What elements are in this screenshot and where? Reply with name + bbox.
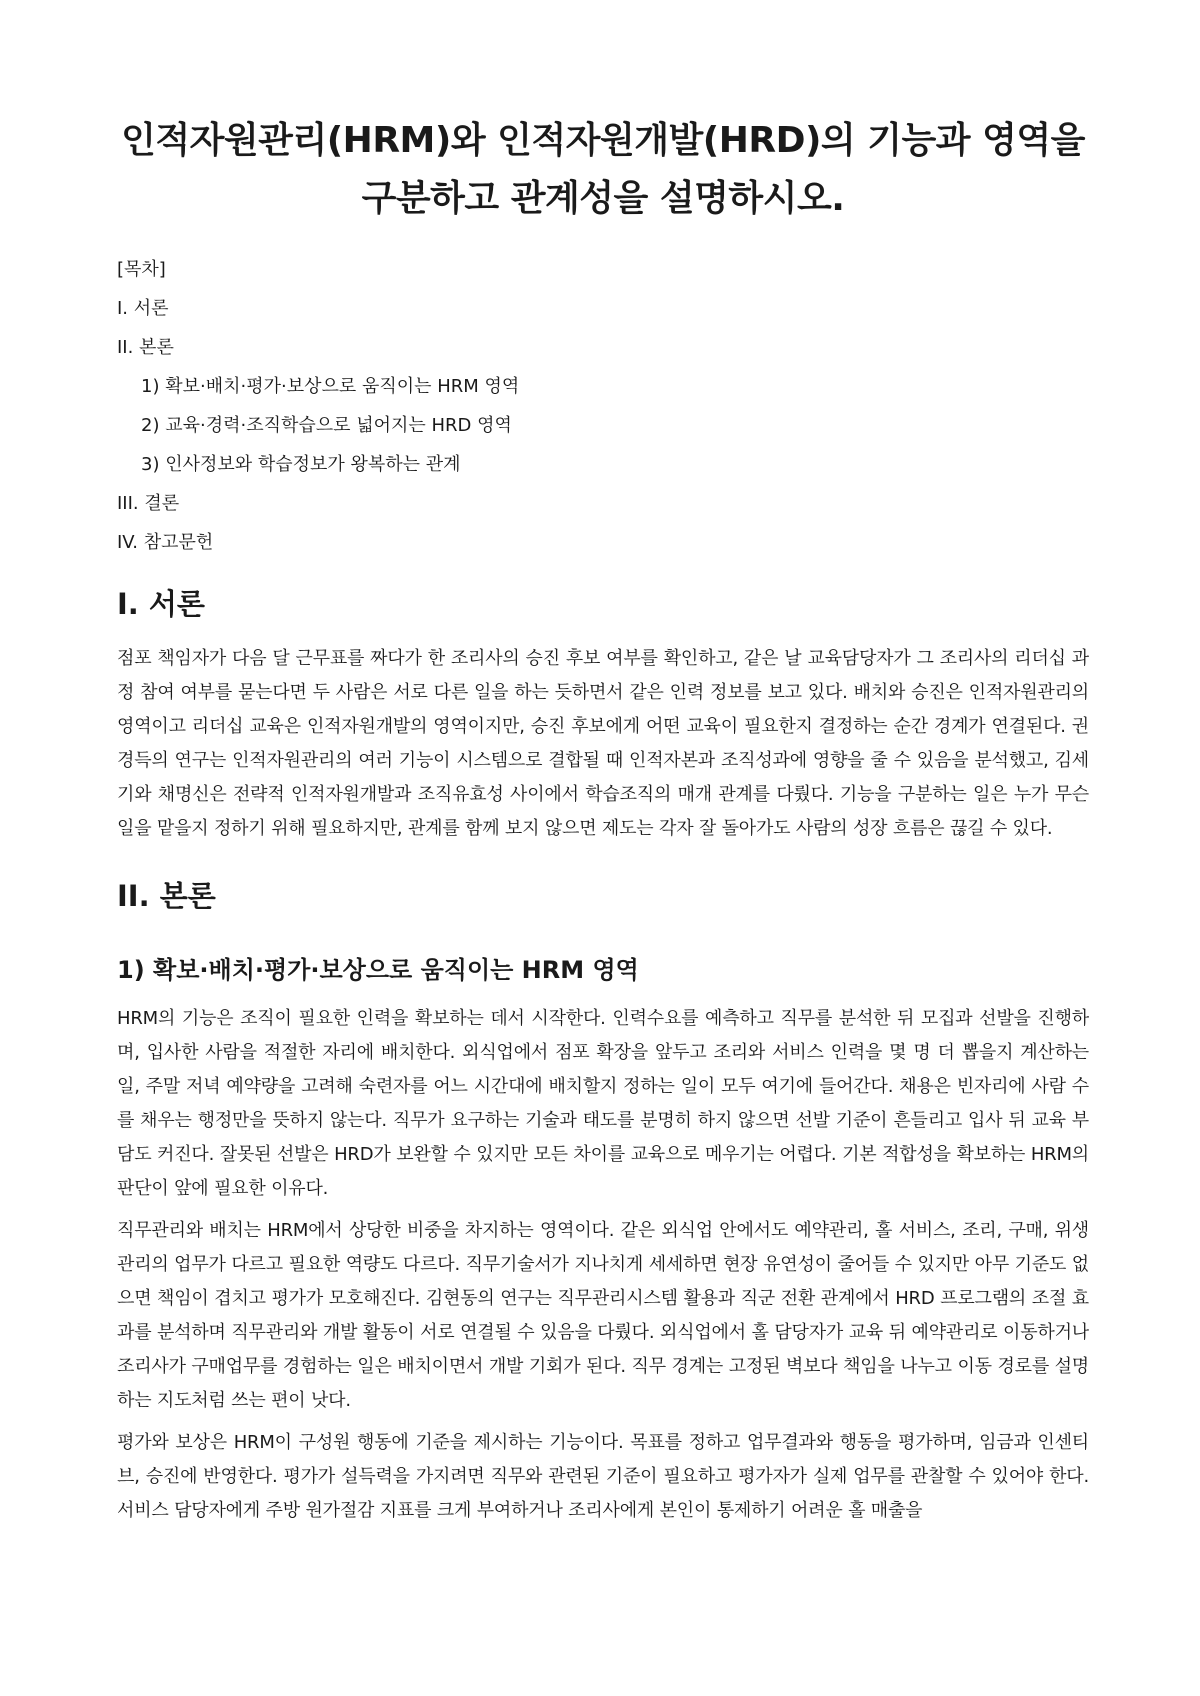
- toc-item: IV. 참고문헌: [117, 532, 214, 553]
- body-paragraph: HRM의 기능은 조직이 필요한 인력을 확보하는 데서 시작한다. 인력수요를 예측하고 직무를 분석한 뒤 모집과 선발을 진행하며, 입사한 사람을 적절한 자리에 배치한다. 외식업에서 점포 확장을 앞두고 조리와 서비스 인력을 몇 명 더 뽑을지 계산하는 일, 주말 저녁 예약량을 고려해 숙련자를 어느 시간대에 배치할지 정하는 일이 모두 여기에 들어간다. 채용은 빈자리에 사람 수를 채우는 행정만을 뜻하지 않는다. 직무가 요구하는 기술과 태도를 분명히 하지 않으면 선발 기준이 흔들리고 입사 뒤 교육 부담도 커진다. 잘못된 선발은 HRD가 보완할 수 있지만 모든 차이를 교육으로 메우기는 어렵다. 기본 적합성을 확보하는 HRM의 판단이 앞에 필요한 이유다.: [117, 1008, 1089, 1199]
- body-paragraph: 직무관리와 배치는 HRM에서 상당한 비중을 차지하는 영역이다. 같은 외식업 안에서도 예약관리, 홀 서비스, 조리, 구매, 위생관리의 업무가 다르고 필요한 역량도 다르다. 직무기술서가 지나치게 세세하면 현장 유연성이 줄어들 수 있지만 아무 기준도 없으면 책임이 겹치고 평가가 모호해진다. 김현동의 연구는 직무관리시스템 활용과 직군 전환 관계에서 HRD 프로그램의 조절 효과를 분석하며 직무관리와 개발 활동이 서로 연결될 수 있음을 다뤘다. 외식업에서 홀 담당자가 교육 뒤 예약관리로 이동하거나 조리사가 구매업무를 경험하는 일은 배치이면서 개발 기회가 된다. 직무 경계는 고정된 벽보다 책임을 나누고 이동 경로를 설명하는 지도처럼 쓰는 편이 낫다.: [117, 1220, 1089, 1411]
- body-paragraph: 평가와 보상은 HRM이 구성원 행동에 기준을 제시하는 기능이다. 목표를 정하고 업무결과와 행동을 평가하며, 임금과 인센티브, 승진에 반영한다. 평가가 설득력을 가지려면 직무와 관련된 기준이 필요하고 평가자가 실제 업무를 관찰할 수 있어야 한다. 서비스 담당자에게 주방 원가절감 지표를 크게 부여하거나 조리사에게 본인이 통제하기 어려운 홀 매출을: [117, 1432, 1089, 1521]
- table-of-contents: [117, 250, 1089, 562]
- subsection-heading-hrm: 1) 확보·배치·평가·보상으로 움직이는 HRM 영역: [117, 956, 639, 984]
- section-heading-intro: I. 서론: [117, 587, 205, 621]
- toc-item: 2) 교육·경력·조직학습으로 넓어지는 HRD 영역: [141, 415, 512, 436]
- toc-item: 3) 인사정보와 학습정보가 왕복하는 관계: [141, 454, 461, 475]
- document-page: [117, 112, 1089, 1536]
- toc-heading: [목차]: [117, 259, 166, 280]
- intro-paragraph: 점포 책임자가 다음 달 근무표를 짜다가 한 조리사의 승진 후보 여부를 확인하고, 같은 날 교육담당자가 그 조리사의 리더십 과정 참여 여부를 묻는다면 두 사람은 서로 다른 일을 하는 듯하면서 같은 인력 정보를 보고 있다. 배치와 승진은 인적자원관리의 영역이고 리더십 교육은 인적자원개발의 영역이지만, 승진 후보에게 어떤 교육이 필요한지 결정하는 순간 경계가 연결된다. 권경득의 연구는 인적자원관리의 여러 기능이 시스템으로 결합될 때 인적자본과 조직성과에 영향을 줄 수 있음을 분석했고, 김세기와 채명신은 전략적 인적자원개발과 조직유효성 사이에서 학습조직의 매개 관계를 다뤘다. 기능을 구분하는 일은 누가 무슨 일을 맡을지 정하기 위해 필요하지만, 관계를 함께 보지 않으면 제도는 각자 잘 돌아가도 사람의 성장 흐름은 끊길 수 있다.: [117, 648, 1089, 839]
- section-heading-body: II. 본론: [117, 879, 216, 913]
- toc-item: 1) 확보·배치·평가·보상으로 움직이는 HRM 영역: [141, 376, 520, 397]
- toc-item: III. 결론: [117, 493, 180, 514]
- document-title: 인적자원관리(HRM)와 인적자원개발(HRD)의 기능과 영역을 구분하고 관계성을 설명하시오.: [121, 120, 1085, 219]
- toc-item: II. 본론: [117, 337, 174, 358]
- toc-item: I. 서론: [117, 298, 169, 319]
